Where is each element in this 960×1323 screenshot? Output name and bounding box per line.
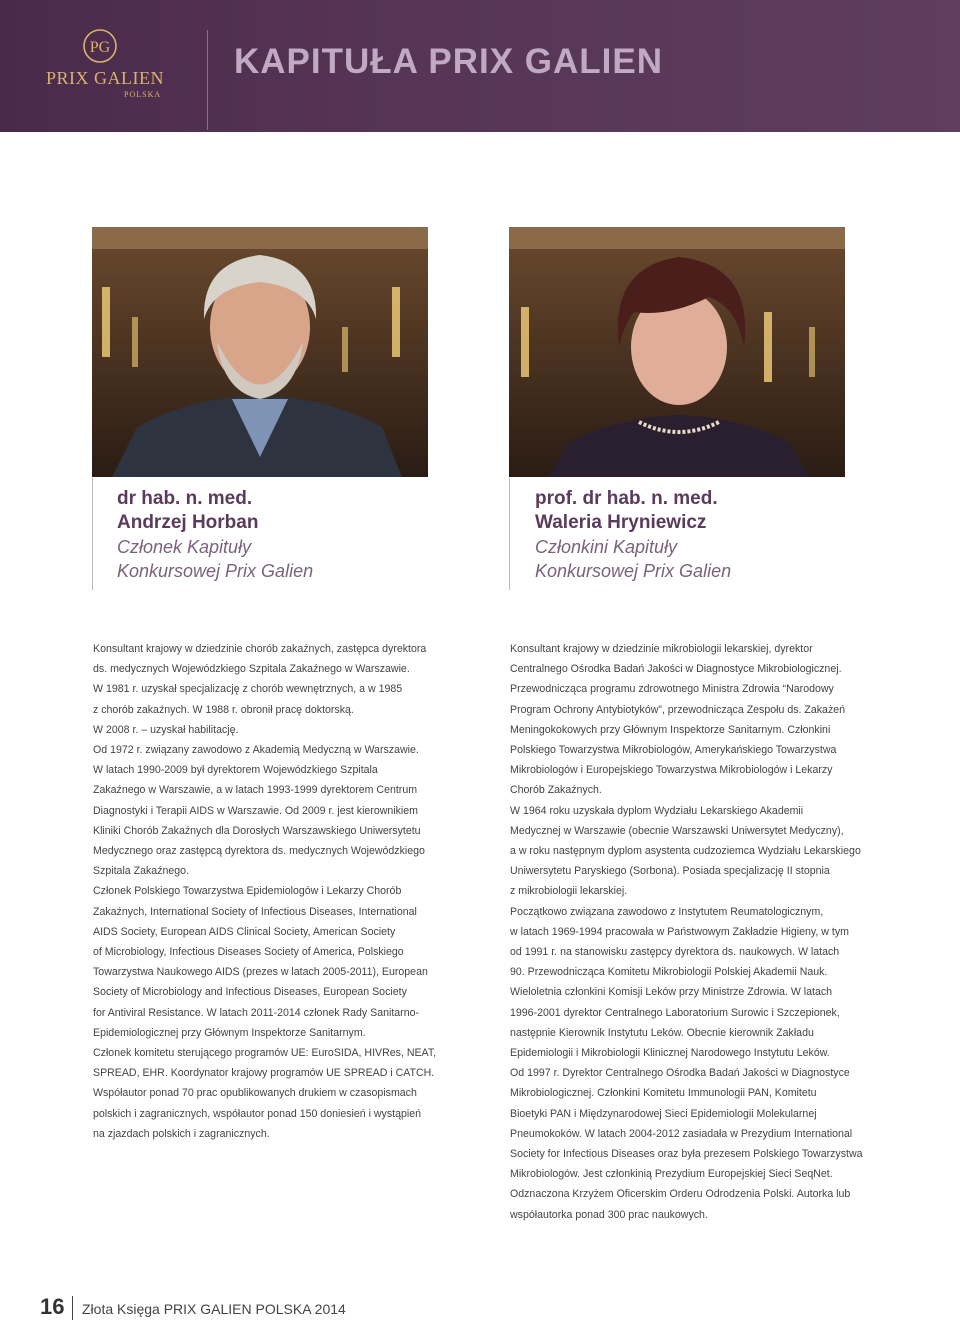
bio-line: Diagnostyki i Terapii AIDS w Warszawie. Od 2009 r. jest kierownikiem xyxy=(93,804,418,817)
bio-line: Mikrobiologów i Europejskiego Towarzystwa Mikrobiologów i Lekarzy xyxy=(510,764,833,777)
bio-line: w latach 1969-1994 pracowała w Państwowym Zakładzie Higieny, w tym xyxy=(510,925,849,938)
bio-line: Mikrobiologicznej. Członkini Komitetu Immunologii PAN, Komitetu xyxy=(510,1087,817,1100)
header-divider xyxy=(207,30,208,130)
page-header xyxy=(0,0,960,132)
bio-line: 90. Przewodnicząca Komitetu Mikrobiologii Polskiej Akademii Nauk. xyxy=(510,966,828,979)
logo-name: PRIX GALIEN xyxy=(46,68,164,88)
member-caption-left xyxy=(117,487,437,583)
member-title: dr hab. n. med. xyxy=(117,488,253,509)
bio-line: Szpitala Zakaźnego. xyxy=(93,865,189,878)
bio-line: for Antiviral Resistance. W latach 2011-2014 członek Rady Sanitarno- xyxy=(93,1006,420,1019)
footer-divider xyxy=(72,1296,73,1320)
bio-line: współautorka ponad 300 prac naukowych. xyxy=(510,1208,708,1221)
member-name: Andrzej Horban xyxy=(117,512,259,533)
bio-line: Towarzystwa Naukowego AIDS (prezes w latach 2005-2011), European xyxy=(93,966,428,979)
bio-line: Początkowo związana zawodowo z Instytutem Reumatologicznym, xyxy=(510,905,824,918)
bio-line: W 1964 roku uzyskała dyplom Wydziału Lekarskiego Akademii xyxy=(510,804,804,817)
bio-waleria-hryniewicz xyxy=(510,639,880,1225)
bio-line: Chorób Zakaźnych. xyxy=(510,784,602,797)
bio-line: Society of Microbiology and Infectious Diseases, European Society xyxy=(93,986,407,999)
bio-line: Członek Polskiego Towarzystwa Epidemiologów i Lekarzy Chorób xyxy=(93,885,402,898)
svg-text:PG: PG xyxy=(89,39,111,56)
member-role-cont: Konkursowej Prix Galien xyxy=(535,561,732,581)
bio-line: SPREAD, EHR. Koordynator krajowy programów UE SPREAD i CATCH. xyxy=(93,1067,435,1080)
bio-line: na zjazdach polskich i zagranicznych. xyxy=(93,1127,270,1140)
bio-line: Przewodnicząca programu zdrowotnego Ministra Zdrowia “Narodowy xyxy=(510,683,834,696)
bio-line: Współautor ponad 70 prac opublikowanych drukiem w czasopismach xyxy=(93,1087,417,1100)
footer-publication: Złota Księga PRIX GALIEN POLSKA 2014 xyxy=(82,1301,346,1317)
prix-galien-logo xyxy=(40,24,170,104)
bio-line: Epidemiologicznej przy Głównym Inspektorze Sanitarnym. xyxy=(93,1026,366,1039)
bio-line: polskich i zagranicznych, współautor ponad 150 doniesień i wystąpień xyxy=(93,1107,422,1120)
bio-line: Od 1972 r. związany zawodowo z Akademią Medyczną w Warszawie. xyxy=(93,744,419,757)
pg-monogram-icon xyxy=(82,28,118,64)
portrait-andrzej-horban xyxy=(92,227,428,477)
bio-line: Kliniki Chorób Zakaźnych dla Dorosłych Warszawskiego Uniwersytetu xyxy=(93,824,421,837)
bio-line: Medycznej w Warszawie (obecnie Warszawski Uniwersytet Medyczny), xyxy=(510,824,844,837)
page-title: KAPITUŁA PRIX GALIEN xyxy=(234,42,663,81)
bio-line: Uniwersytetu Paryskiego (Sorbona). Posiada specjalizację II stopnia xyxy=(510,865,830,878)
member-role: Członek Kapituły xyxy=(117,537,252,557)
bio-line: od 1991 r. na stanowisku zastępcy dyrektora ds. naukowych. W latach xyxy=(510,946,840,959)
bio-line: of Microbiology, Infectious Diseases Society of America, Polskiego xyxy=(93,946,404,959)
bio-line: Pneumokoków. W latach 2004-2012 zasiadała w Prezydium International xyxy=(510,1127,853,1140)
bio-line: ds. medycznych Wojewódzkiego Szpitala Zakaźnego w Warszawie. xyxy=(93,663,410,676)
member-title: prof. dr hab. n. med. xyxy=(535,488,718,509)
bio-line: Mikrobiologów. Jest członkinią Prezydium Europejskiej Sieci SeqNet. xyxy=(510,1168,833,1181)
bio-line: Epidemiologii i Mikrobiologii Klinicznej Narodowego Instytutu Leków. xyxy=(510,1047,830,1060)
bio-line: Polskiego Towarzystwa Mikrobiologów, Amerykańskiego Towarzystwa xyxy=(510,744,837,757)
bio-line: 1996-2001 dyrektor Centralnego Laboratorium Surowic i Szczepionek, xyxy=(510,1006,840,1019)
bio-line: Konsultant krajowy w dziedzinie chorób zakaźnych, zastępca dyrektora xyxy=(93,643,427,655)
bio-line: z mikrobiologii lekarskiej. xyxy=(510,885,628,898)
bio-line: Zakaźnych, International Society of Infectious Diseases, International xyxy=(93,905,417,918)
bio-line: AIDS Society, European AIDS Clinical Society, American Society xyxy=(93,925,396,938)
bio-line: W 2008 r. – uzyskał habilitację. xyxy=(93,723,239,736)
bio-line: Od 1997 r. Dyrektor Centralnego Ośrodka Badań Jakości w Diagnostyce xyxy=(510,1067,850,1080)
bio-andrzej-horban xyxy=(93,639,463,1144)
bio-line: Członek komitetu sterującego programów UE: EuroSIDA, HIVRes, NEAT, xyxy=(93,1047,437,1060)
bio-line: Wieloletnia członkini Komisji Leków przy Ministrze Zdrowia. W latach xyxy=(510,986,833,999)
bio-line: Bioetyki PAN i Międzynarodowej Sieci Epidemiologii Molekularnej xyxy=(510,1107,817,1120)
bio-line: Meningokokowych przy Głównym Inspektorze Sanitarnym. Członkini xyxy=(510,723,831,736)
bio-line: Centralnego Ośrodka Badań Jakości w Diagnostyce Mikrobiologicznej. xyxy=(510,663,842,676)
member-role: Członkini Kapituły xyxy=(535,537,678,557)
caption-divider-right xyxy=(509,478,510,590)
bio-line: W latach 1990-2009 był dyrektorem Wojewódzkiego Szpitala xyxy=(93,764,378,777)
member-caption-right xyxy=(535,487,855,583)
page-number: 16 xyxy=(40,1294,65,1319)
bio-line: Odznaczona Krzyżem Oficerskim Orderu Odrodzenia Polski. Autorka lub xyxy=(510,1188,851,1201)
bio-line: Zakaźnego w Warszawie, a w latach 1993-1999 dyrektorem Centrum xyxy=(93,784,418,797)
bio-line: Medycznego oraz zastępcą dyrektora ds. medycznych Wojewódzkiego xyxy=(93,845,425,858)
portrait-waleria-hryniewicz xyxy=(509,227,845,477)
bio-line: Program Ochrony Antybiotyków”, przewodnicząca Zespołu ds. Zakażeń xyxy=(510,703,846,716)
bio-line: a w roku następnym dyplom asystenta cudzoziemca Wydziału Lekarskiego xyxy=(510,845,861,858)
member-name: Waleria Hryniewicz xyxy=(535,512,707,533)
bio-line: Society for Infectious Diseases oraz była prezesem Polskiego Towarzystwa xyxy=(510,1148,863,1161)
bio-line: następnie Kierownik Instytutu Leków. Obecnie kierownik Zakładu xyxy=(510,1026,814,1039)
member-role-cont: Konkursowej Prix Galien xyxy=(117,561,314,581)
caption-divider-left xyxy=(92,478,93,590)
bio-line: Konsultant krajowy w dziedzinie mikrobiologii lekarskiej, dyrektor xyxy=(510,643,813,655)
bio-line: W 1981 r. uzyskał specjalizację z chorób wewnętrznych, a w 1985 xyxy=(93,683,403,696)
logo-sub: POLSKA xyxy=(124,90,162,99)
bio-line: z chorób zakaźnych. W 1988 r. obronił pracę doktorską. xyxy=(93,703,354,716)
